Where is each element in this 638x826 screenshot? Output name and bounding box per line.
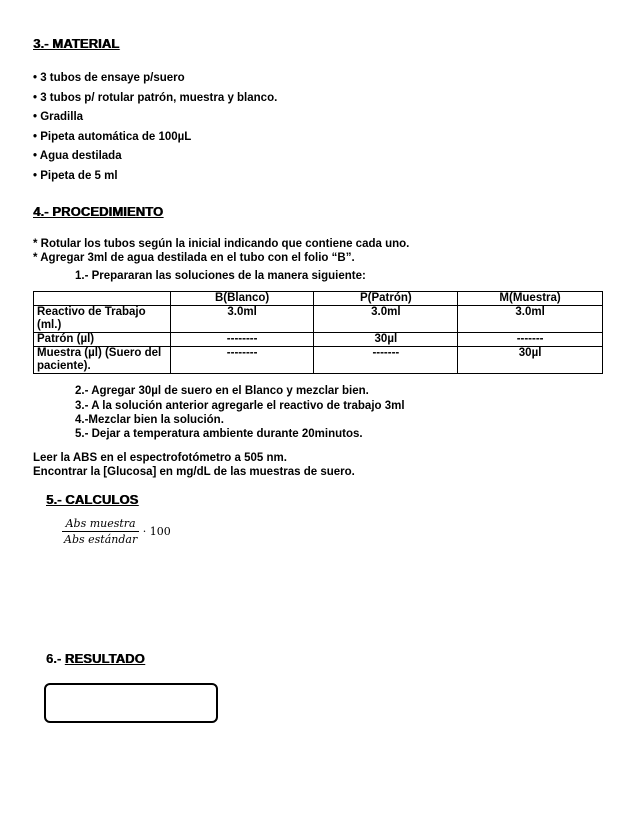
formula-denominator: Abs estándar <box>64 533 138 546</box>
table-cell: 3.0ml <box>170 306 314 333</box>
calculation-formula <box>62 517 171 546</box>
table-cell: Muestra (µl) (Suero del paciente). <box>34 347 171 374</box>
step-1: 1.- Prepararan las soluciones de la manera siguiente: <box>75 270 366 282</box>
section-4-heading: 4.- PROCEDIMIENTO <box>33 204 164 219</box>
table-row <box>34 333 603 347</box>
step-2: 2.- Agregar 30µl de suero en el Blanco y mezclar bien. <box>75 385 369 397</box>
table-header-cell: B(Blanco) <box>170 292 314 306</box>
step-3: 3.- A la solución anterior agregarle el reactivo de trabajo 3ml <box>75 400 405 412</box>
list-item: • Agua destilada <box>33 150 122 162</box>
table-row <box>34 306 603 333</box>
table-cell: -------- <box>170 333 314 347</box>
table-cell: -------- <box>170 347 314 374</box>
table-cell: 3.0ml <box>458 306 603 333</box>
instruction-line: * Agregar 3ml de agua destilada en el tubo con el folio “B”. <box>33 252 355 264</box>
table-header-cell: M(Muestra) <box>458 292 603 306</box>
step-4: 4.-Mezclar bien la solución. <box>75 414 224 426</box>
list-item: • Pipeta de 5 ml <box>33 169 118 182</box>
table-cell: 30µl <box>314 333 458 347</box>
table-header-cell <box>34 292 171 306</box>
step-5: 5.- Dejar a temperatura ambiente durante 20minutos. <box>75 428 363 440</box>
table-cell: 3.0ml <box>314 306 458 333</box>
table-row <box>34 347 603 374</box>
table-cell: ------- <box>314 347 458 374</box>
table-cell: Patrón (µl) <box>34 333 171 347</box>
instruction-line: * Rotular los tubos según la inicial indicando que contiene cada uno. <box>33 238 410 250</box>
table-header-cell: P(Patrón) <box>314 292 458 306</box>
list-item: • 3 tubos p/ rotular patrón, muestra y blanco. <box>33 91 278 104</box>
formula-multiplier: · 100 <box>142 525 171 538</box>
section-6-number: 6.- <box>46 651 65 666</box>
table-cell: 30µl <box>458 347 603 374</box>
result-box[interactable] <box>44 683 218 723</box>
material-list <box>33 69 277 186</box>
formula-numerator: Abs muestra <box>62 517 139 532</box>
preparation-table <box>33 291 603 374</box>
section-5-heading: 5.- CALCULOS <box>46 492 139 507</box>
list-item: • Gradilla <box>33 111 84 123</box>
reading-instruction: Encontrar la [Glucosa] en mg/dL de las muestras de suero. <box>33 466 355 478</box>
section-6-title: RESULTADO <box>64 651 145 666</box>
list-item: • Pipeta automática de 100µL <box>33 130 192 143</box>
list-item: • 3 tubos de ensaye p/suero <box>33 72 185 84</box>
table-cell: Reactivo de Trabajo (ml.) <box>34 306 171 333</box>
section-6-heading <box>46 651 145 666</box>
table-header-row <box>34 292 603 306</box>
reading-instruction: Leer la ABS en el espectrofotómetro a 505 nm. <box>33 452 287 464</box>
table-cell: ------- <box>458 333 603 347</box>
section-3-heading: 3.- MATERIAL <box>33 36 120 51</box>
